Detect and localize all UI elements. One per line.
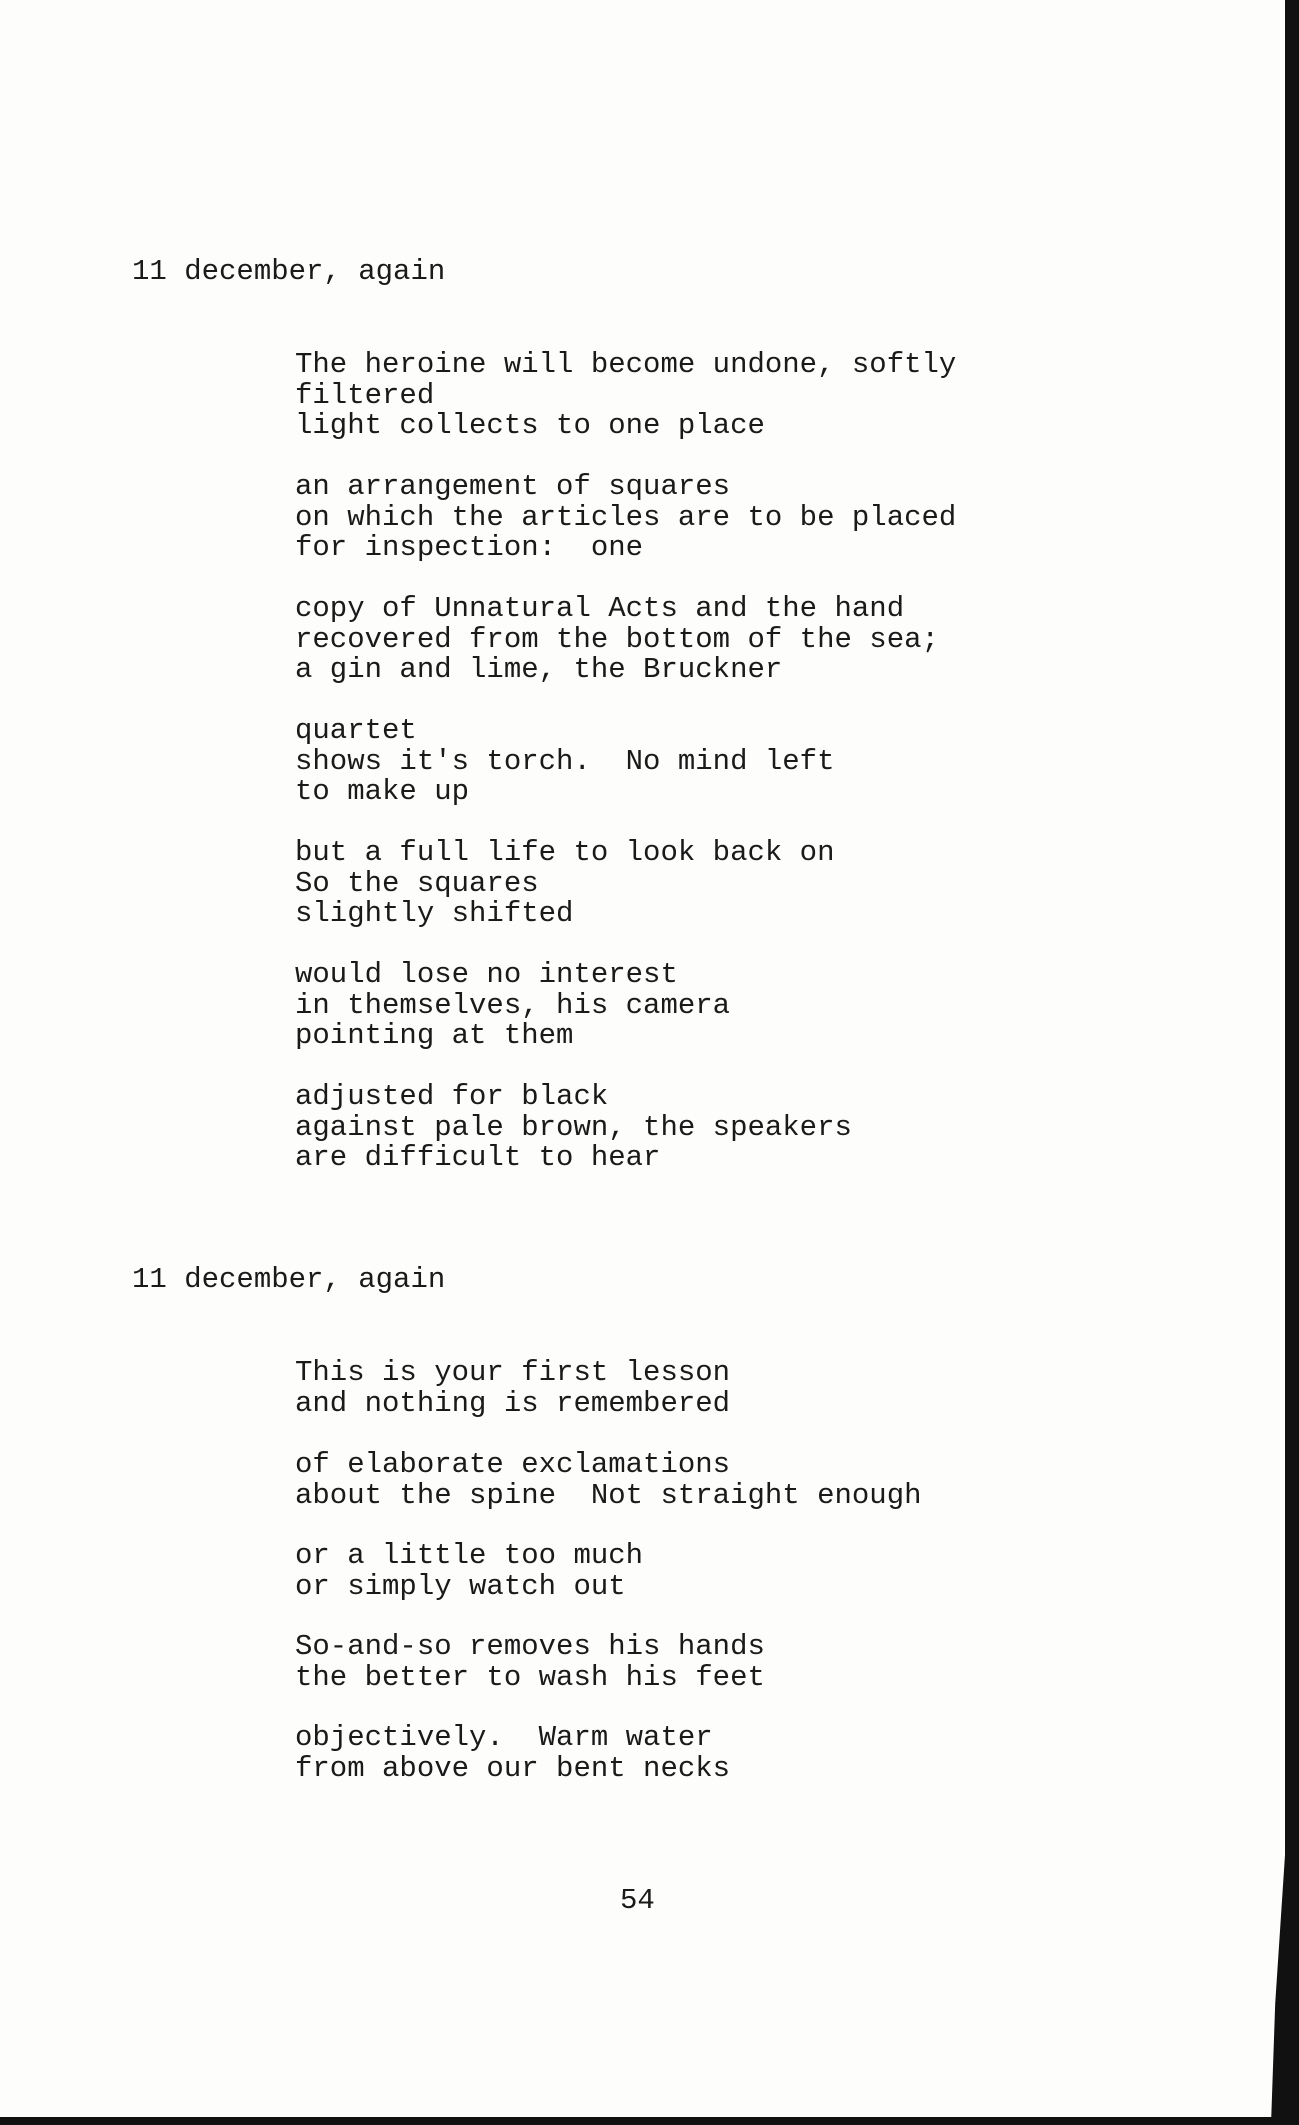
poem-line: objectively. Warm water: [295, 1721, 713, 1754]
poem-line: are difficult to hear: [295, 1141, 661, 1174]
page-number: 54: [620, 1884, 655, 1917]
poem-stanza: [295, 1541, 643, 1602]
poem-line: So-and-so removes his hands: [295, 1630, 765, 1663]
poem-line: would lose no interest: [295, 958, 678, 991]
poem-line: or simply watch out: [295, 1569, 626, 1603]
poem-stanza: [295, 350, 956, 442]
poem-line: copy of Unnatural Acts and the hand: [295, 592, 905, 625]
poem-line: on which the articles are to be placed: [295, 500, 957, 534]
poem-line: about the spine Not straight enough: [295, 1478, 922, 1512]
poem-line: a gin and lime, the Bruckner: [295, 653, 783, 686]
poem-line: light collects to one place: [295, 409, 765, 442]
poem-stanza: [295, 1632, 765, 1693]
poem-line: adjusted for black: [295, 1080, 609, 1113]
poem-line: in themselves, his camera: [295, 988, 731, 1022]
section-heading: 11 december, again: [132, 255, 446, 288]
poem-line: or a little too much: [295, 1539, 644, 1572]
poem-line: for inspection: one: [295, 531, 644, 564]
poem-line: The heroine will become undone, softly: [295, 348, 957, 381]
poem-line: So the squares: [295, 866, 539, 900]
poem-stanza: [295, 594, 939, 686]
poem-line: an arrangement of squares: [295, 470, 731, 503]
poem-line: quartet: [295, 714, 417, 747]
poem-line: filtered: [295, 378, 435, 412]
poem-line: the better to wash his feet: [295, 1660, 765, 1694]
poem-line: but a full life to look back on: [295, 836, 835, 869]
poem-stanza: [295, 1450, 922, 1511]
poem-stanza: [295, 716, 835, 808]
poem-line: to make up: [295, 775, 470, 808]
scan-edge-mark: [1271, 1855, 1285, 2125]
poem-stanza: [295, 960, 730, 1052]
poem-line: This is your first lesson: [295, 1356, 731, 1389]
scan-edge-right: [1285, 0, 1299, 2125]
poem-line: slightly shifted: [295, 897, 574, 930]
poem-stanza: [295, 1082, 852, 1174]
poem-line: recovered from the bottom of the sea;: [295, 622, 939, 656]
poem-line: against pale brown, the speakers: [295, 1110, 852, 1144]
poem-stanza: [295, 1358, 730, 1419]
poem-line: shows it's torch. No mind left: [295, 744, 835, 778]
poem-line: and nothing is remembered: [295, 1386, 731, 1420]
poem-stanza: [295, 472, 956, 564]
poem-line: pointing at them: [295, 1019, 574, 1052]
poem-line: from above our bent necks: [295, 1751, 731, 1785]
poem-stanza: [295, 838, 835, 930]
scan-edge-bottom: [0, 2117, 1299, 2125]
poem-stanza: [295, 1723, 730, 1784]
section-heading: 11 december, again: [132, 1263, 446, 1296]
poem-line: of elaborate exclamations: [295, 1448, 731, 1481]
